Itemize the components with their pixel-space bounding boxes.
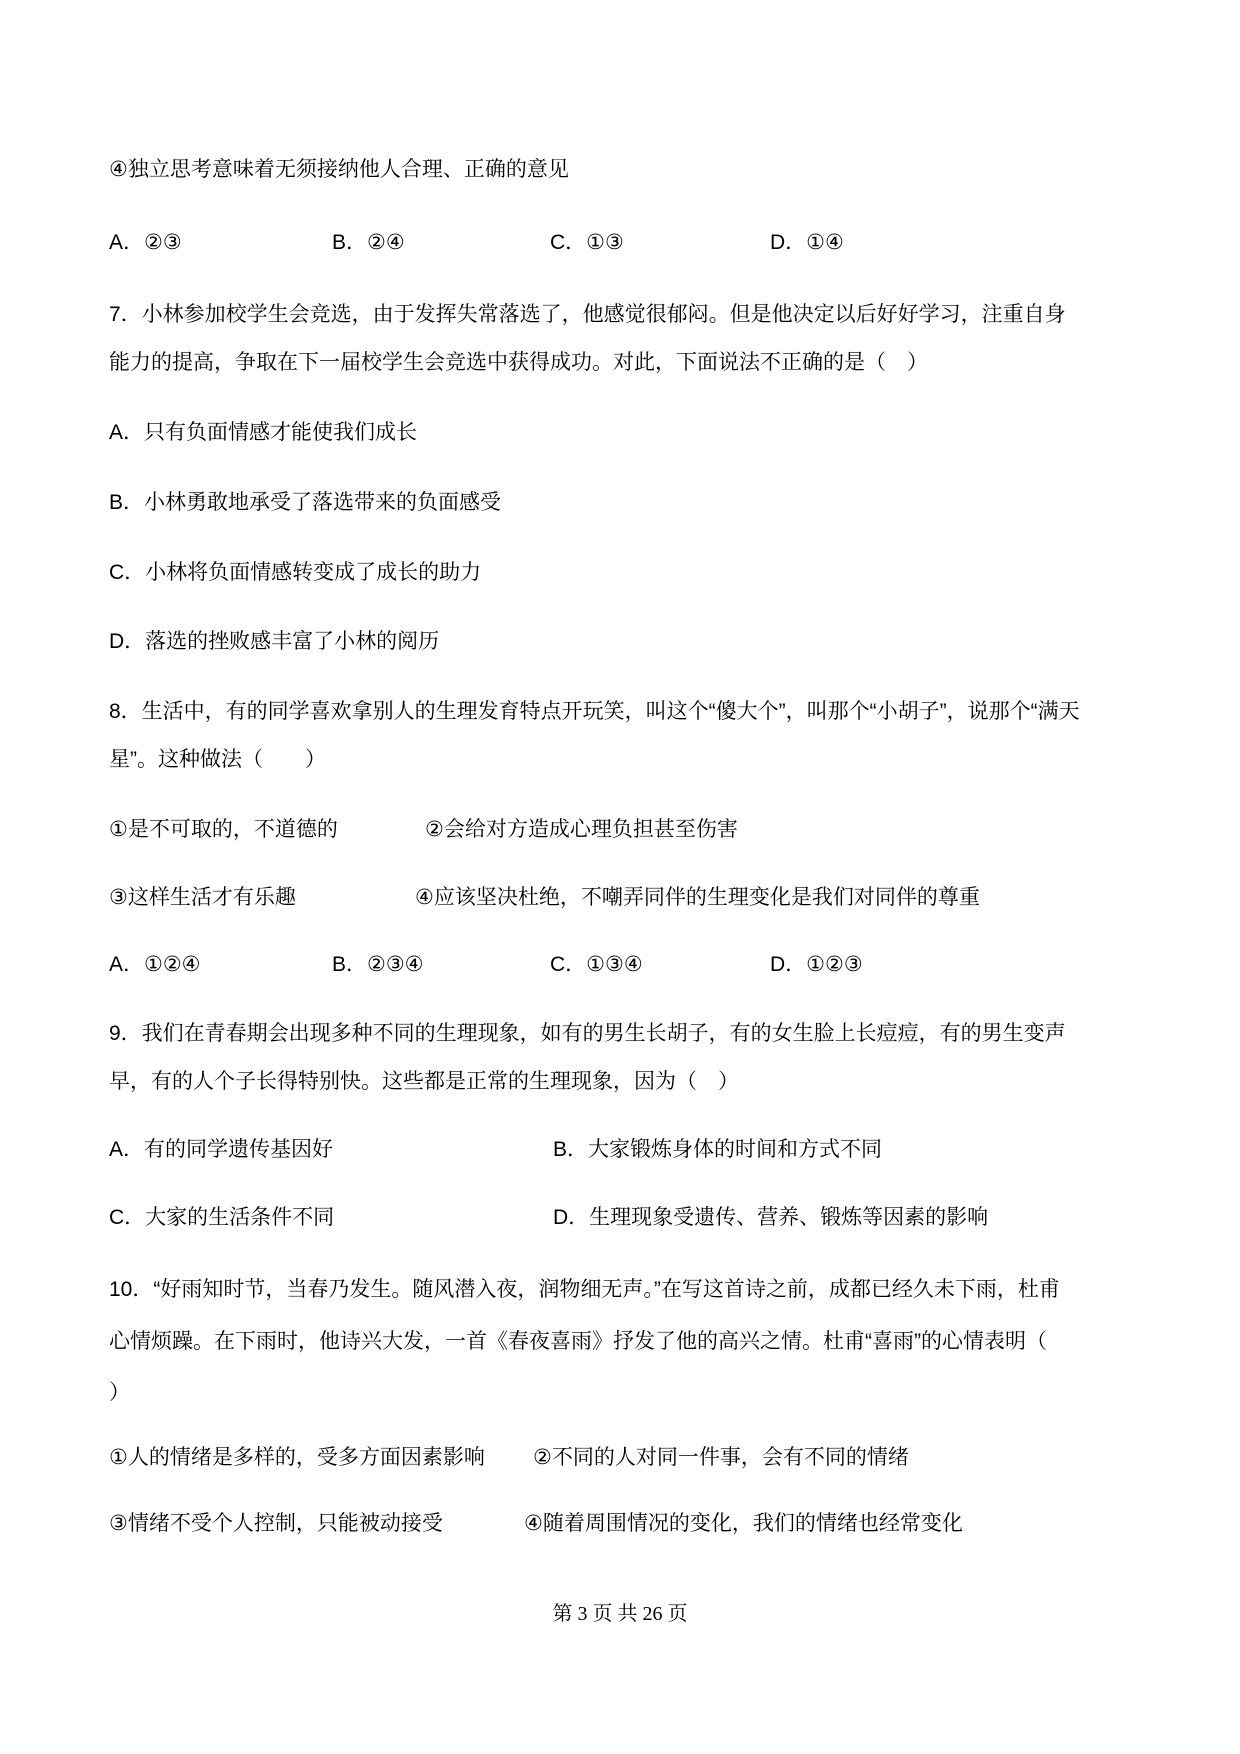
question-10-statements-row-1 bbox=[109, 1444, 1150, 1472]
question-9-option-a: A．有的同学遗传基因好 bbox=[109, 1138, 334, 1161]
question-8-option-c: C．①③④ bbox=[550, 953, 643, 976]
question-6-options-row bbox=[109, 229, 1150, 257]
page-number: 第 3 页 共 26 页 bbox=[552, 1603, 688, 1625]
question-9-option-c: C．大家的生活条件不同 bbox=[109, 1206, 335, 1229]
question-7-stem-line-1: 7．小林参加校学生会竞选，由于发挥失常落选了，他感觉很郁闷。但是他决定以后好好学习，注重自身 bbox=[109, 303, 1066, 326]
question-10-statement-2: ②不同的人对同一件事，会有不同的情绪 bbox=[533, 1446, 909, 1469]
question-6-option-d: D．①④ bbox=[770, 231, 844, 254]
question-8-statement-4: ④应该坚决杜绝，不嘲弄同伴的生理变化是我们对同伴的尊重 bbox=[415, 886, 980, 909]
question-7-option-a: A．只有负面情感才能使我们成长 bbox=[109, 421, 418, 444]
question-8-statement-3: ③这样生活才有乐趣 bbox=[109, 886, 296, 909]
question-9-option-d: D．生理现象受遗传、营养、锻炼等因素的影响 bbox=[553, 1206, 989, 1229]
question-10-stem-line-3: ） bbox=[109, 1381, 130, 1404]
question-8-stem-line-2: 星”。这种做法（ ） bbox=[109, 748, 326, 771]
question-9-stem-line-1: 9．我们在青春期会出现多种不同的生理现象，如有的男生长胡子，有的女生脸上长痘痘，有的男生变声 bbox=[109, 1022, 1066, 1045]
question-6-statement-4: ④独立思考意味着无须接纳他人合理、正确的意见 bbox=[109, 158, 569, 181]
question-10-statement-1: ①人的情绪是多样的，受多方面因素影响 bbox=[109, 1446, 485, 1469]
question-10-statement-3: ③情绪不受个人控制，只能被动接受 bbox=[109, 1512, 443, 1535]
question-8-statements-row-1 bbox=[109, 816, 1150, 844]
question-9-options-row-2 bbox=[109, 1204, 1150, 1232]
question-10-statement-4: ④随着周围情况的变化，我们的情绪也经常变化 bbox=[524, 1512, 963, 1535]
question-7-option-b: B．小林勇敢地承受了落选带来的负面感受 bbox=[109, 491, 502, 514]
question-7-option-c: C．小林将负面情感转变成了成长的助力 bbox=[109, 561, 482, 584]
question-6-option-a: A．②③ bbox=[109, 231, 182, 254]
question-7-stem-line-2: 能力的提高，争取在下一届校学生会竞选中获得成功。对此，下面说法不正确的是（ ） bbox=[109, 351, 928, 374]
question-6-option-b: B．②④ bbox=[332, 231, 405, 254]
question-7-option-d: D．落选的挫败感丰富了小林的阅历 bbox=[109, 630, 440, 653]
question-8-options-row bbox=[109, 951, 1150, 979]
question-8-statement-2: ②会给对方造成心理负担甚至伤害 bbox=[425, 818, 738, 841]
question-8-stem-line-1: 8．生活中，有的同学喜欢拿别人的生理发育特点开玩笑，叫这个“傻大个”，叫那个“小胡子”，说那个“满天 bbox=[109, 700, 1080, 723]
question-8-option-a: A．①②④ bbox=[109, 953, 201, 976]
question-8-option-d: D．①②③ bbox=[770, 953, 863, 976]
question-8-statements-row-2 bbox=[109, 884, 1150, 912]
question-9-stem-line-2: 早，有的人个子长得特别快。这些都是正常的生理现象，因为（ ） bbox=[109, 1070, 739, 1093]
question-10-stem-line-1: 10．“好雨知时节，当春乃发生。随风潜入夜，润物细无声。”在写这首诗之前，成都已经久未下雨，杜甫 bbox=[109, 1278, 1060, 1301]
question-8-option-b: B．②③④ bbox=[332, 953, 424, 976]
question-10-statements-row-2 bbox=[109, 1510, 1150, 1538]
question-8-statement-1: ①是不可取的，不道德的 bbox=[109, 818, 338, 841]
question-6-option-c: C．①③ bbox=[550, 231, 624, 254]
question-9-options-row-1 bbox=[109, 1136, 1150, 1164]
question-9-option-b: B．大家锻炼身体的时间和方式不同 bbox=[553, 1138, 883, 1161]
question-10-stem-line-2: 心情烦躁。在下雨时，他诗兴大发，一首《春夜喜雨》抒发了他的高兴之情。杜甫“喜雨”的心情表明（ bbox=[109, 1330, 1047, 1353]
